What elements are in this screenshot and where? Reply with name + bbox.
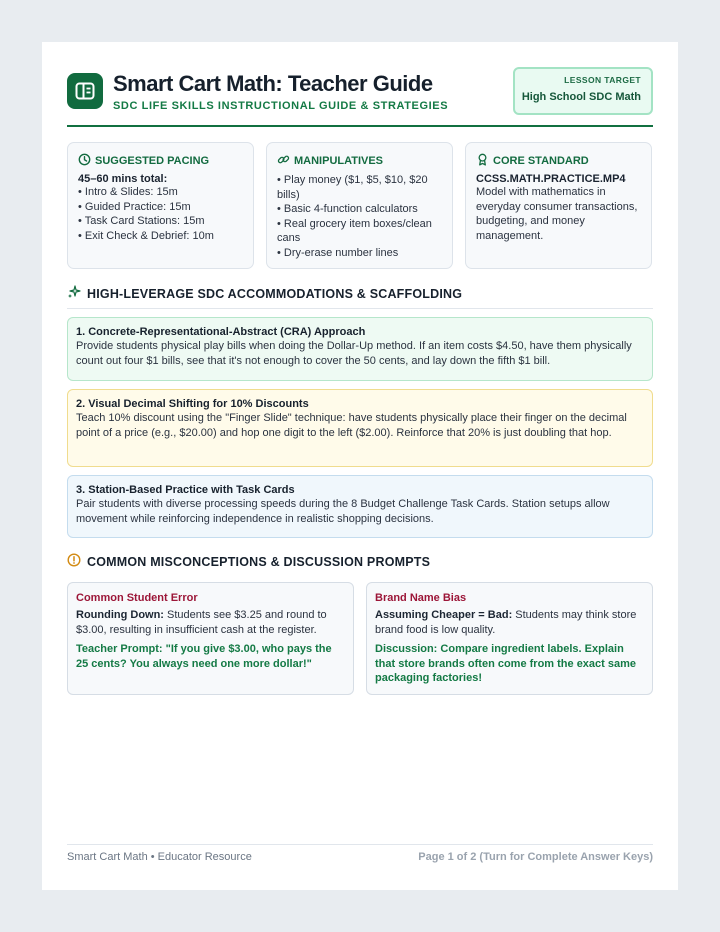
list-item: • Real grocery item boxes/clean cans [277,217,432,244]
strategy-title: 3. Station-Based Practice with Task Cards [76,484,295,496]
list-item: • Play money ($1, $5, $10, $20 bills) [277,174,428,201]
footer-divider [67,844,653,845]
list-item: • Dry-erase number lines [277,246,399,259]
info-cards [67,142,653,269]
standard-text: Model with mathematics in everyday consumer transactions, budgeting, and money management. [476,186,638,242]
standard-heading [476,153,641,169]
lesson-target-badge [513,67,653,115]
accommodations-heading-label: HIGH-LEVERAGE SDC ACCOMMODATIONS & SCAFFOLDING [87,286,463,301]
page-header [67,67,653,125]
misconceptions-heading [67,553,653,570]
misconception-lead: Assuming Cheaper = Bad: [375,609,513,621]
section-divider [67,308,653,309]
misconception-text: Students may think store brand food is low quality. [375,609,637,636]
standard-card [465,142,652,269]
list-item: • Guided Practice: 15m [78,200,191,213]
list-item: • Intro & Slides: 15m [78,186,178,198]
misconception-lead: Rounding Down: [76,609,164,621]
award-icon [476,153,489,169]
page-subtitle: SDC LIFE SKILLS INSTRUCTIONAL GUIDE & STRATEGIES [113,100,449,112]
manipulatives-card [266,142,453,269]
manipulatives-heading-label: MANIPULATIVES [294,155,384,167]
standard-heading-label: CORE STANDARD [493,155,589,167]
strategy-body: Pair students with diverse processing speeds during the 8 Budget Challenge Task Cards. Station setups allow movement while reinforcing independence in realistic shopping decisions. [76,498,610,525]
lesson-target-value: High School SDC Math [521,91,641,103]
discussion-prompt: Discussion: Compare ingredient labels. Explain that store brands often come from the exact same packaging factories! [375,643,637,684]
pacing-card [67,142,254,269]
accommodations-heading [67,285,653,302]
strategy-body: Teach 10% discount using the "Finger Slide" technique: have students physically place their finger on the decimal point of a price (e.g., $20.00) and hop one digit to the left ($2.00). Reinforce that 20% is just doubling that hop. [76,412,627,439]
pacing-heading [78,153,243,169]
footer-left: Smart Cart Math • Educator Resource [67,851,252,863]
strategy-stations [67,475,653,538]
strategy-title: 1. Concrete-Representational-Abstract (CRA) Approach [76,326,366,338]
pacing-heading-label: SUGGESTED PACING [95,155,210,167]
misconception-card-brand [366,582,653,695]
standard-code: CCSS.MATH.PRACTICE.MP4 [476,173,626,185]
misconception-body [375,608,644,637]
alert-circle-icon [67,553,81,570]
pacing-total: 45–60 mins total: [78,173,168,185]
book-icon [67,73,103,109]
footer-page-info: Page 1 of 2 (Turn for Complete Answer Keys) [418,851,653,863]
misconception-card-rounding [67,582,354,695]
misconception-text: Students see $3.25 and round to $3.00, resulting in insufficient cash at the register. [76,609,327,636]
strategy-cra [67,317,653,381]
link-icon [277,153,290,169]
manipulatives-list [277,173,442,260]
pacing-list [78,185,243,243]
clock-icon [78,153,91,169]
misconception-title: Common Student Error [76,592,198,604]
guide-page [42,42,678,890]
teacher-prompt: Teacher Prompt: "If you give $3.00, who pays the 25 cents? You always need one more dollar!" [76,643,332,670]
list-item: • Task Card Stations: 15m [78,215,205,227]
misconception-body [76,608,345,637]
sparkle-icon [67,285,81,302]
manipulatives-heading [277,153,442,169]
list-item: • Basic 4-function calculators [277,203,418,215]
misconceptions-heading-label: COMMON MISCONCEPTIONS & DISCUSSION PROMPTS [87,554,431,569]
misconception-cards [67,582,653,695]
lesson-target-label: LESSON TARGET [564,75,641,85]
strategy-body: Provide students physical play bills when doing the Dollar-Up method. If an item costs $4.50, have them physically count out four $1 bills, see that it's not enough to cover the 50 cents, and lay down the fifth $1 bill. [76,340,632,367]
header-divider [67,125,653,127]
strategy-title: 2. Visual Decimal Shifting for 10% Discounts [76,398,309,410]
strategy-decimal-shifting [67,389,653,467]
misconception-title: Brand Name Bias [375,592,467,604]
list-item: • Exit Check & Debrief: 10m [78,229,214,242]
page-title: Smart Cart Math: Teacher Guide [113,71,433,96]
